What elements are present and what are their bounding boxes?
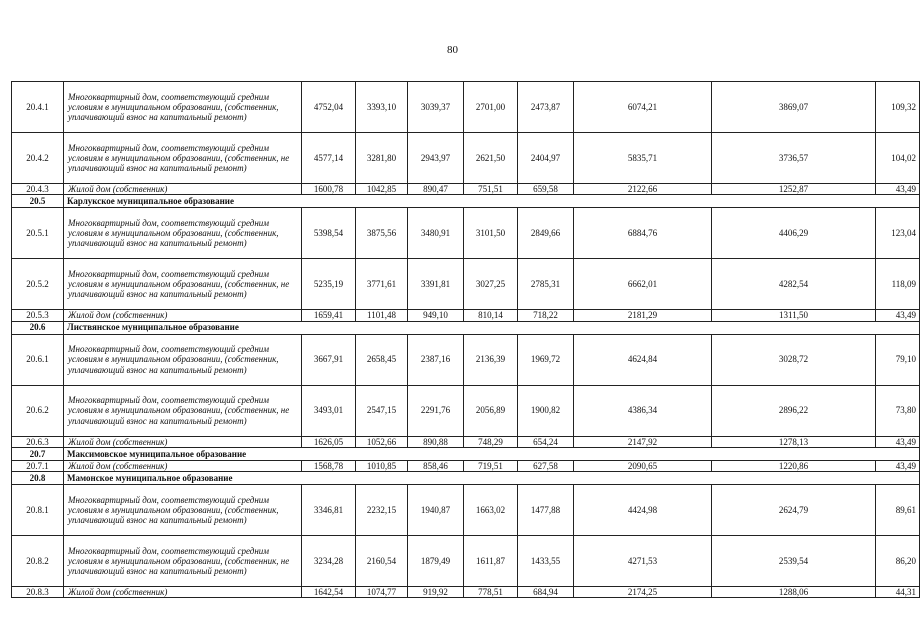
value-cell: 2849,66 [518,208,574,259]
table-row [12,184,920,195]
section-title: Максимовское муниципальное образование [64,447,920,460]
row-code: 20.4.2 [12,133,64,184]
value-cell: 6074,21 [574,82,712,133]
value-cell: 109,32 [876,82,920,133]
value-cell: 1659,41 [302,310,356,321]
table-row [12,485,920,536]
value-cell: 86,20 [876,536,920,587]
value-cell: 684,94 [518,587,574,598]
row-code: 20.7.1 [12,460,64,471]
row-code: 20.6.2 [12,385,64,436]
value-cell: 4271,53 [574,536,712,587]
value-cell: 3393,10 [356,82,408,133]
value-cell: 2232,15 [356,485,408,536]
value-cell: 2122,66 [574,184,712,195]
value-cell: 1220,86 [712,460,876,471]
value-cell: 810,14 [464,310,518,321]
row-description: Многоквартирный дом, соответствующий средним условиям в муниципальном образовании, (собственник, уплачивающий взнос на капитальный ремонт) [64,82,302,133]
value-cell: 4624,84 [574,334,712,385]
section-title: Карлукское муниципальное образование [64,195,920,208]
value-cell: 2147,92 [574,436,712,447]
value-cell: 2387,16 [408,334,464,385]
value-cell: 1969,72 [518,334,574,385]
value-cell: 3028,72 [712,334,876,385]
value-cell: 3869,07 [712,82,876,133]
value-cell: 1433,55 [518,536,574,587]
row-code: 20.6 [12,321,64,334]
value-cell: 79,10 [876,334,920,385]
value-cell: 949,10 [408,310,464,321]
value-cell: 44,31 [876,587,920,598]
value-cell: 858,46 [408,460,464,471]
row-description: Жилой дом (собственник) [64,310,302,321]
value-cell: 2056,89 [464,385,518,436]
value-cell: 1288,06 [712,587,876,598]
row-code: 20.5.1 [12,208,64,259]
value-cell: 73,80 [876,385,920,436]
value-cell: 1663,02 [464,485,518,536]
row-code: 20.7 [12,447,64,460]
row-code: 20.5 [12,195,64,208]
value-cell: 1010,85 [356,460,408,471]
row-description: Многоквартирный дом, соответствующий средним условиям в муниципальном образовании, (собственник, уплачивающий взнос на капитальный ремонт) [64,334,302,385]
value-cell: 43,49 [876,460,920,471]
value-cell: 654,24 [518,436,574,447]
value-cell: 1611,87 [464,536,518,587]
value-cell: 1940,87 [408,485,464,536]
table-row [12,208,920,259]
value-cell: 719,51 [464,460,518,471]
value-cell: 1879,49 [408,536,464,587]
value-cell: 2160,54 [356,536,408,587]
value-cell: 3480,91 [408,208,464,259]
value-cell: 3346,81 [302,485,356,536]
row-code: 20.8.3 [12,587,64,598]
value-cell: 123,04 [876,208,920,259]
value-cell: 3875,56 [356,208,408,259]
value-cell: 2291,76 [408,385,464,436]
value-cell: 3281,80 [356,133,408,184]
tariff-table [11,81,920,598]
value-cell: 1600,78 [302,184,356,195]
value-cell: 1074,77 [356,587,408,598]
value-cell: 1252,87 [712,184,876,195]
value-cell: 2539,54 [712,536,876,587]
value-cell: 748,29 [464,436,518,447]
page-number: 80 [447,44,458,56]
value-cell: 718,22 [518,310,574,321]
value-cell: 1900,82 [518,385,574,436]
section-row [12,321,920,334]
value-cell: 1311,50 [712,310,876,321]
value-cell: 3667,91 [302,334,356,385]
value-cell: 2785,31 [518,259,574,310]
value-cell: 1568,78 [302,460,356,471]
table-row [12,536,920,587]
value-cell: 43,49 [876,436,920,447]
value-cell: 2136,39 [464,334,518,385]
value-cell: 4386,34 [574,385,712,436]
value-cell: 3039,37 [408,82,464,133]
value-cell: 2621,50 [464,133,518,184]
value-cell: 1101,48 [356,310,408,321]
table-row [12,460,920,471]
value-cell: 3391,81 [408,259,464,310]
value-cell: 2181,29 [574,310,712,321]
value-cell: 1052,66 [356,436,408,447]
value-cell: 3101,50 [464,208,518,259]
value-cell: 4406,29 [712,208,876,259]
section-title: Мамонское муниципальное образование [64,472,920,485]
value-cell: 3771,61 [356,259,408,310]
value-cell: 4424,98 [574,485,712,536]
row-code: 20.8.1 [12,485,64,536]
value-cell: 89,61 [876,485,920,536]
row-code: 20.8.2 [12,536,64,587]
value-cell: 6884,76 [574,208,712,259]
row-code: 20.4.3 [12,184,64,195]
section-row [12,195,920,208]
value-cell: 2943,97 [408,133,464,184]
value-cell: 4752,04 [302,82,356,133]
value-cell: 5235,19 [302,259,356,310]
value-cell: 5398,54 [302,208,356,259]
row-description: Жилой дом (собственник) [64,587,302,598]
value-cell: 659,58 [518,184,574,195]
row-description: Многоквартирный дом, соответствующий средним условиям в муниципальном образовании, (собственник, не уплачивающий взнос на капитальный ремонт) [64,536,302,587]
value-cell: 1477,88 [518,485,574,536]
value-cell: 751,51 [464,184,518,195]
value-cell: 2174,25 [574,587,712,598]
value-cell: 4282,54 [712,259,876,310]
value-cell: 5835,71 [574,133,712,184]
value-cell: 2473,87 [518,82,574,133]
row-code: 20.4.1 [12,82,64,133]
table-row [12,133,920,184]
section-row [12,447,920,460]
value-cell: 2658,45 [356,334,408,385]
value-cell: 2547,15 [356,385,408,436]
value-cell: 104,02 [876,133,920,184]
section-title: Листвянское муниципальное образование [64,321,920,334]
row-description: Многоквартирный дом, соответствующий средним условиям в муниципальном образовании, (собственник, не уплачивающий взнос на капитальный ремонт) [64,385,302,436]
value-cell: 4577,14 [302,133,356,184]
row-description: Многоквартирный дом, соответствующий средним условиям в муниципальном образовании, (собственник, уплачивающий взнос на капитальный ремонт) [64,208,302,259]
row-code: 20.5.3 [12,310,64,321]
section-row [12,472,920,485]
value-cell: 2701,00 [464,82,518,133]
row-code: 20.5.2 [12,259,64,310]
value-cell: 2624,79 [712,485,876,536]
row-description: Многоквартирный дом, соответствующий средним условиям в муниципальном образовании, (собственник, не уплачивающий взнос на капитальный ремонт) [64,133,302,184]
table-row [12,436,920,447]
row-description: Жилой дом (собственник) [64,460,302,471]
value-cell: 43,49 [876,184,920,195]
row-description: Многоквартирный дом, соответствующий средним условиям в муниципальном образовании, (собственник, не уплачивающий взнос на капитальный ремонт) [64,259,302,310]
row-code: 20.6.3 [12,436,64,447]
value-cell: 2404,97 [518,133,574,184]
table-row [12,587,920,598]
row-description: Многоквартирный дом, соответствующий средним условиям в муниципальном образовании, (собственник, уплачивающий взнос на капитальный ремонт) [64,485,302,536]
value-cell: 43,49 [876,310,920,321]
value-cell: 778,51 [464,587,518,598]
value-cell: 3234,28 [302,536,356,587]
table-row [12,259,920,310]
value-cell: 890,88 [408,436,464,447]
row-description: Жилой дом (собственник) [64,436,302,447]
value-cell: 2090,65 [574,460,712,471]
value-cell: 3027,25 [464,259,518,310]
value-cell: 890,47 [408,184,464,195]
value-cell: 118,09 [876,259,920,310]
value-cell: 1626,05 [302,436,356,447]
value-cell: 1278,13 [712,436,876,447]
table-row [12,82,920,133]
value-cell: 2896,22 [712,385,876,436]
value-cell: 6662,01 [574,259,712,310]
row-code: 20.6.1 [12,334,64,385]
value-cell: 1042,85 [356,184,408,195]
value-cell: 919,92 [408,587,464,598]
table-row [12,385,920,436]
value-cell: 1642,54 [302,587,356,598]
value-cell: 627,58 [518,460,574,471]
table-row [12,334,920,385]
value-cell: 3736,57 [712,133,876,184]
row-code: 20.8 [12,472,64,485]
value-cell: 3493,01 [302,385,356,436]
table-row [12,310,920,321]
row-description: Жилой дом (собственник) [64,184,302,195]
